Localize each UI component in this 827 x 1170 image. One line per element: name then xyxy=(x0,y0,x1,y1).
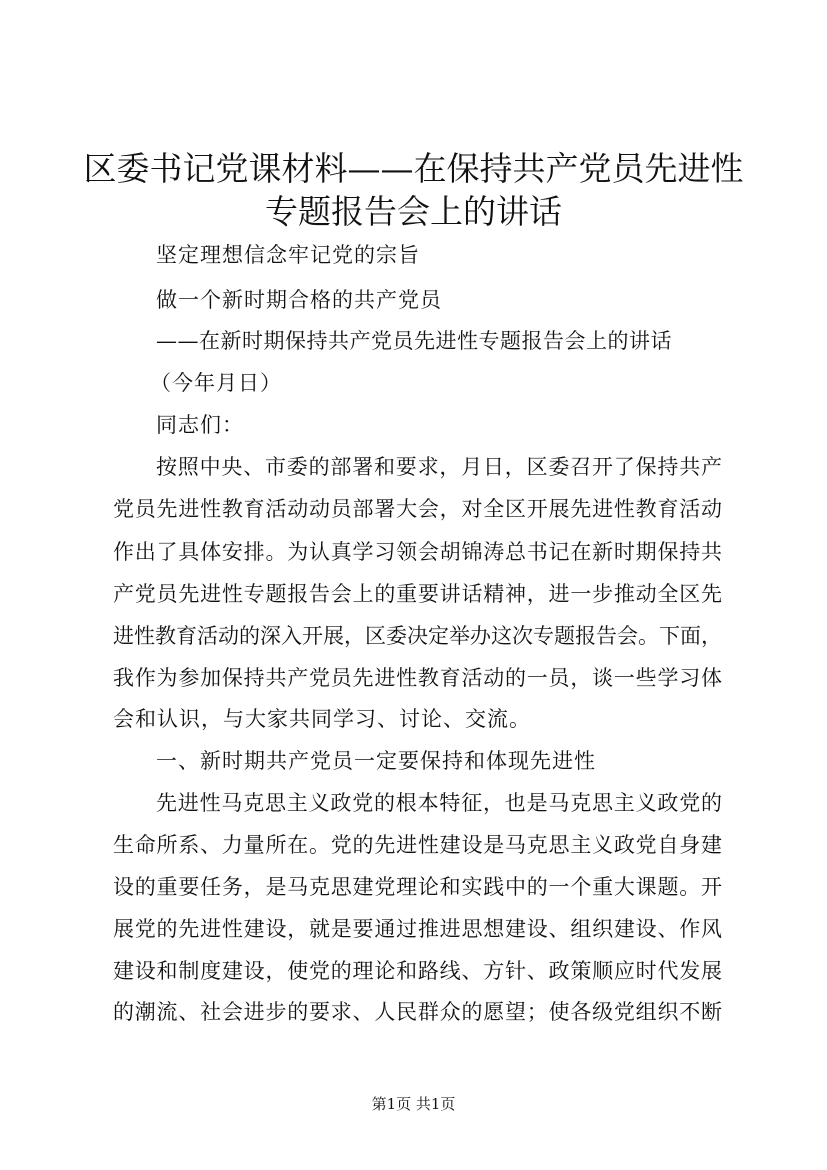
salutation: 同志们： xyxy=(156,413,244,437)
para2-line-3: 设的重要任务，是马克思建党理论和实践中的一个重大课题。开 xyxy=(113,875,722,899)
para1-line-6: 我作为参加保持共产党员先进性教育活动的一员，谈一些学习体 xyxy=(113,666,722,690)
subtitle-3: ——在新时期保持共产党员先进性专题报告会上的讲话 xyxy=(156,329,672,353)
section-heading-1: 一、新时期共产党员一定要保持和体现先进性 xyxy=(156,749,596,773)
para2-line-5: 建设和制度建设，使党的理论和路线、方针、政策顺应时代发展 xyxy=(113,959,722,983)
date-line: （今年月日） xyxy=(150,371,282,395)
subtitle-2: 做一个新时期合格的共产党员 xyxy=(156,288,442,312)
para1-line-4: 产党员先进性专题报告会上的重要讲话精神，进一步推动全区先 xyxy=(113,582,722,606)
para2-line-6: 的潮流、社会进步的要求、人民群众的愿望；使各级党组织不断 xyxy=(113,1000,722,1024)
document-title-line-2: 专题报告会上的讲话 xyxy=(265,192,562,231)
para1-line-5: 进性教育活动的深入开展，区委决定举办这次专题报告会。下面， xyxy=(113,624,722,648)
para2-line-1: 先进性马克思主义政党的根本特征，也是马克思主义政党的 xyxy=(156,791,722,815)
subtitle-1: 坚定理想信念牢记党的宗旨 xyxy=(156,243,420,267)
para2-line-2: 生命所系、力量所在。党的先进性建设是马克思主义政党自身建 xyxy=(113,833,722,857)
page-footer: 第1页 共1页 xyxy=(371,1095,456,1113)
para1-line-1: 按照中央、市委的部署和要求，月日，区委召开了保持共产 xyxy=(156,455,722,479)
para1-line-2: 党员先进性教育活动动员部署大会，对全区开展先进性教育活动 xyxy=(113,497,722,521)
document-title-line-1: 区委书记党课材料——在保持共产党员先进性 xyxy=(83,149,744,188)
para2-line-4: 展党的先进性建设，就是要通过推进思想建设、组织建设、作风 xyxy=(113,917,722,941)
para1-line-7: 会和认识，与大家共同学习、讨论、交流。 xyxy=(113,707,531,731)
para1-line-3: 作出了具体安排。为认真学习领会胡锦涛总书记在新时期保持共 xyxy=(113,540,722,564)
